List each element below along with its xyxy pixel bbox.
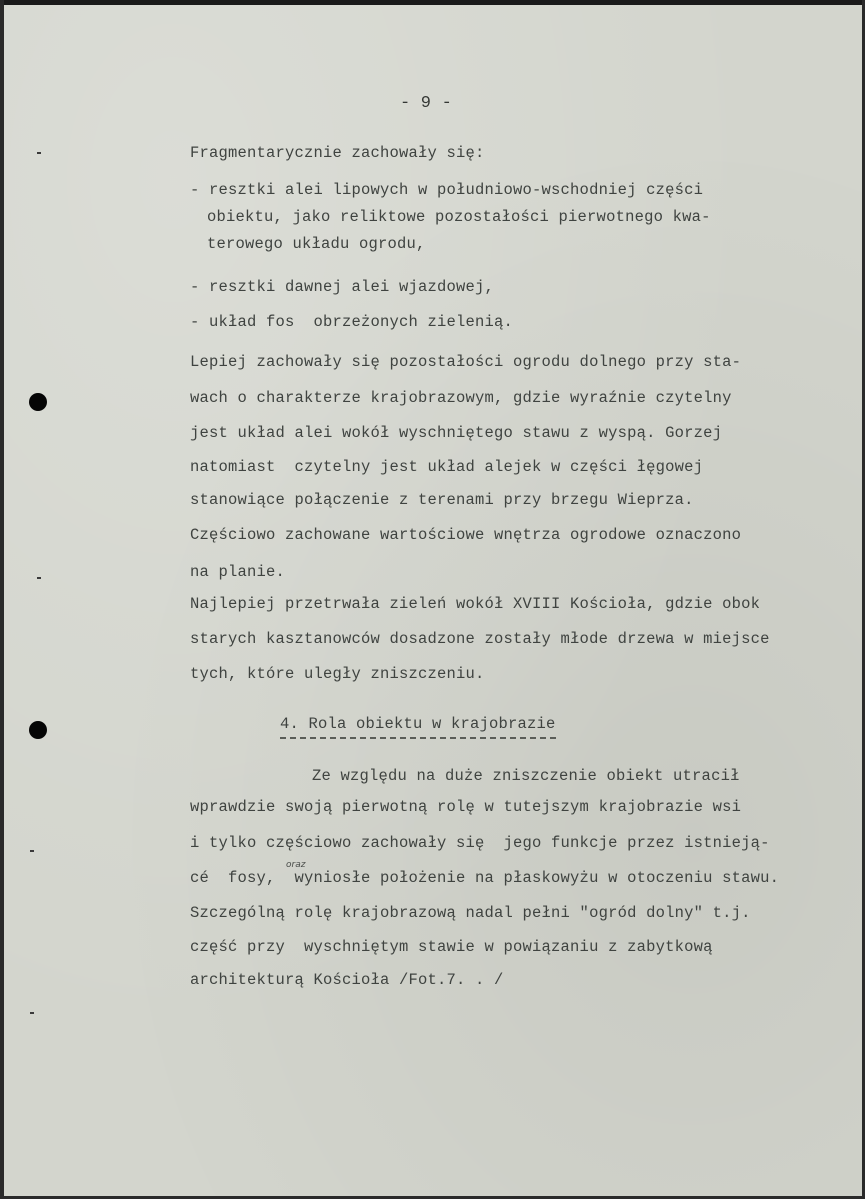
paragraph-line: część przy wyschniętym stawie w powiązaniu z zabytkową <box>190 938 713 956</box>
bullet-line: terowego układu ogrodu, <box>207 235 426 253</box>
paragraph-line: wprawdzie swoją pierwotną rolę w tutejszym krajobrazie wsi <box>190 798 742 816</box>
scan-edge-left <box>0 0 4 1199</box>
handwritten-insert: oraz <box>286 860 306 870</box>
paragraph-line: Ze względu na duże zniszczenie obiekt utracił <box>312 767 740 785</box>
bullet-line: obiektu, jako reliktowe pozostałości pierwotnego kwa- <box>207 208 711 226</box>
paragraph-line: starych kasztanowców dosadzone zostały młode drzewa w miejsce <box>190 630 770 648</box>
margin-mark <box>30 850 34 852</box>
margin-mark <box>37 152 41 154</box>
punch-hole-icon <box>29 721 47 739</box>
intro-line: Fragmentarycznie zachowały się: <box>190 144 485 162</box>
bullet-line: - układ fos obrzeżonych zielenią. <box>190 313 514 331</box>
paragraph-line: jest układ alei wokół wyschniętego stawu z wyspą. Gorzej <box>190 424 723 442</box>
paragraph-line: Najlepiej przetrwała zieleń wokół XVIII Kościoła, gdzie obok <box>190 595 761 613</box>
paragraph-line: tych, które uległy zniszczeniu. <box>190 665 485 683</box>
paragraph-line: stanowiące połączenie z terenami przy brzegu Wieprza. <box>190 491 694 509</box>
paragraph-line: Lepiej zachowały się pozostałości ogrodu dolnego przy sta- <box>190 353 742 371</box>
paragraph-line: wach o charakterze krajobrazowym, gdzie wyraźnie czytelny <box>190 389 732 407</box>
paragraph-line: na planie. <box>190 563 286 581</box>
scan-edge-top <box>0 0 865 5</box>
paragraph-line: cé fosy, wyniosłe położenie na płaskowyżu w otoczeniu stawu. <box>190 869 780 887</box>
punch-hole-icon <box>29 393 47 411</box>
margin-mark <box>30 1012 34 1014</box>
paragraph-line: Szczególną rolę krajobrazową nadal pełni "ogród dolny" t.j. <box>190 904 751 922</box>
bullet-line: - resztki alei lipowych w południowo-wschodniej części <box>190 181 704 199</box>
section-heading: 4. Rola obiektu w krajobrazie <box>280 714 556 739</box>
bullet-line: - resztki dawnej alei wjazdowej, <box>190 278 495 296</box>
margin-mark <box>37 577 41 579</box>
paragraph-line: i tylko częściowo zachowały się jego funkcje przez istnieją- <box>190 834 770 852</box>
page-number: - 9 - <box>400 94 453 113</box>
paragraph-line: architekturą Kościoła /Fot.7. . / <box>190 971 504 989</box>
paragraph-line: Częściowo zachowane wartościowe wnętrza ogrodowe oznaczono <box>190 526 742 544</box>
paragraph-line: natomiast czytelny jest układ alejek w części łęgowej <box>190 458 704 476</box>
